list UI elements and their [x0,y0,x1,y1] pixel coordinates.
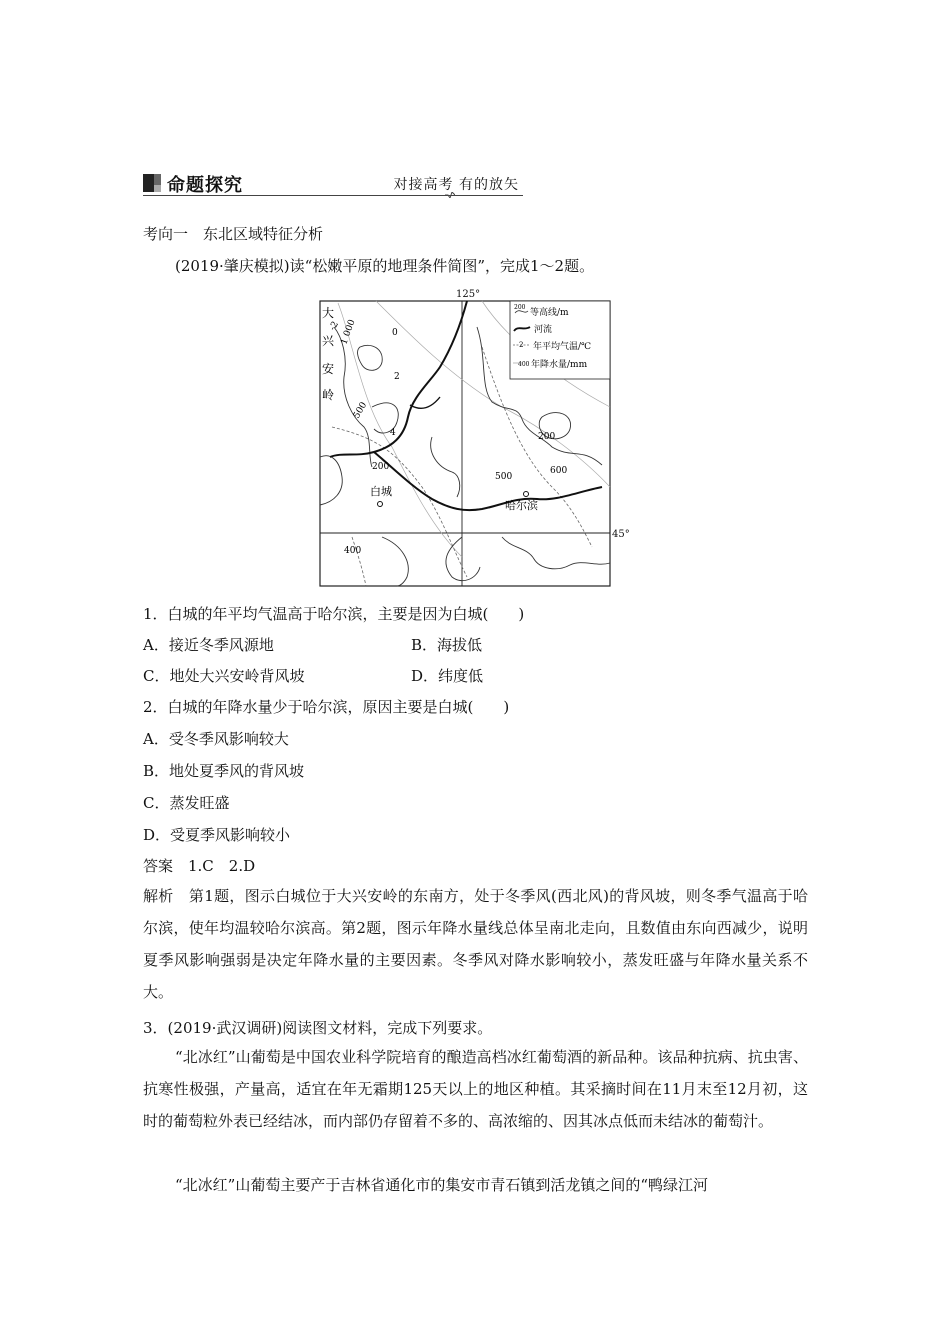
songnen-plain-map [312,287,642,587]
map-contour-label: 500 [351,400,370,421]
map-city-baicheng: 白城 [370,485,392,498]
map-isotherm-label: 4 [390,428,396,438]
map-contour-label: 200 [372,462,390,472]
header-divider [143,195,523,196]
map-range-label-1: 大 [322,306,335,320]
question-3-stem: 3．(2019·武汉调研)阅读图文材料，完成下列要求。 [143,1019,493,1037]
section-header [143,170,523,200]
section-square-icon [143,174,161,192]
legend-precip: 年降水量/mm [531,360,588,370]
map-latitude-label: 45° [612,529,630,540]
topic-heading: 考向一 东北区域特征分析 [143,225,324,243]
question-1-stem: 1．白城的年平均气温高于哈尔滨，主要是因为白城( ) [143,605,525,623]
question-2-option-b: B．地处夏季风的背风坡 [143,762,305,780]
answer-key: 答案 1.C 2.D [143,857,256,875]
legend-precip-symbol: 400 [518,361,530,368]
analysis-paragraph [143,880,808,1008]
map-isotherm-label: 0 [392,328,398,338]
section-title: 命题探究 [167,175,243,196]
question-2-option-c: C．蒸发旺盛 [143,794,230,812]
material-paragraph-1 [143,1041,808,1137]
legend-river: 河流 [534,325,553,335]
map-contour-label: 600 [550,466,568,476]
intro-text: (2019·肇庆模拟)读“松嫩平原的地理条件简图”，完成1～2题。 [175,257,595,275]
question-1-option-d: D．纬度低 [411,667,484,685]
question-2-option-a: A．受冬季风影响较大 [143,730,289,748]
section-subtitle: 对接高考 有的放矢 [393,177,519,193]
analysis-text: 解析 第1题，图示白城位于大兴安岭的东南方，处于冬季风(西北风)的背风坡，则冬季气温高于哈尔滨，使年均温较哈尔滨高。第2题，图示年降水量线总体呈南北走向，且数值由东向西减少，说明夏季风影响强弱是决定年降水量的主要因素。冬季风对降水影响较小，蒸发旺盛与年降水量关系不大。 [143,887,808,1001]
map-contour-label: 400 [344,546,362,556]
question-2-option-d: D．受夏季风影响较小 [143,826,291,844]
legend-contour: 等高线/m [530,308,569,318]
legend-isotherm: 年平均气温/℃ [533,342,592,352]
map-contour-label: 1 000 [339,318,358,347]
map-isotherm-label: -2 [327,319,341,333]
material-text-1: “北冰红”山葡萄是中国农业科学院培育的酿造高档冰红葡萄酒的新品种。该品种抗病、抗虫害、抗寒性极强，产量高，适宜在年无霜期125天以上的地区种植。其采摘时间在11月末至12月初，这时的葡萄粒外表已经结冰，而内部仍存留着不多的、高浓缩的、因其冰点低而未结冰的葡萄汁。 [143,1048,808,1130]
map-longitude-label: 125° [456,289,481,300]
legend-contour-symbol: 200 [514,304,526,311]
map-city-harbin: 哈尔滨 [505,499,538,512]
map-contour-label: 500 [495,472,513,482]
map-range-label-3: 安 [322,362,335,376]
map-contour-label: 200 [538,432,556,442]
question-1-option-a: A．接近冬季风源地 [143,636,274,654]
legend-isotherm-symbol: 2 [519,341,524,349]
question-1-option-c: C．地处大兴安岭背风坡 [143,667,305,685]
material-text-2: “北冰红”山葡萄主要产于吉林省通化市的集安市青石镇到活龙镇之间的“鸭绿江河 [175,1176,709,1194]
divider-notch-icon [445,192,455,198]
map-range-label-4: 岭 [322,388,335,402]
material-paragraph-2 [143,1169,808,1201]
map-range-label-2: 兴 [322,334,335,348]
map-legend [510,301,610,379]
question-2-stem: 2．白城的年降水量少于哈尔滨，原因主要是白城( ) [143,698,510,716]
map-isotherm-label: 2 [394,372,400,382]
question-1-option-b: B．海拔低 [411,636,483,654]
